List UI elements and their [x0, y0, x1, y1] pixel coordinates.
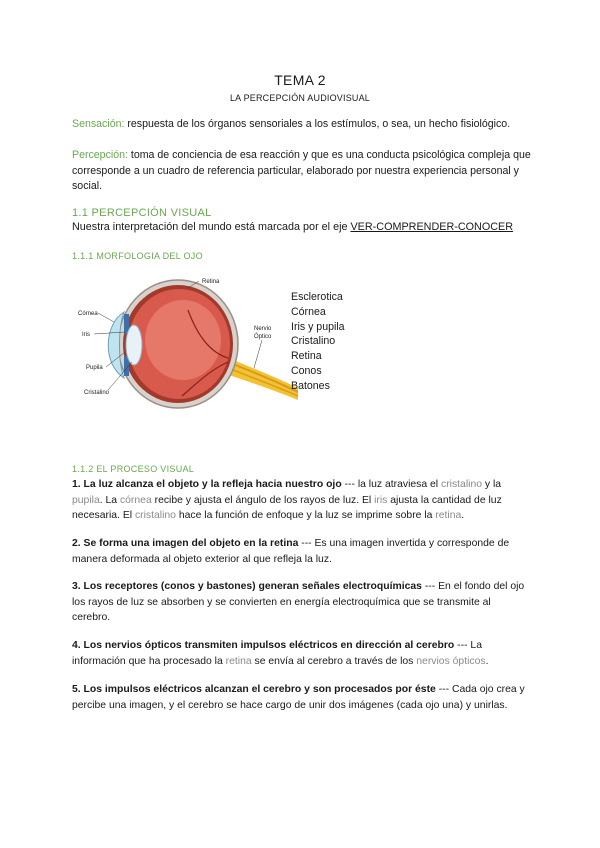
eye-part-item: Córnea — [291, 305, 326, 318]
highlighted-term: retina — [435, 510, 462, 522]
label-leader — [98, 313, 114, 322]
eye-part-item: Batones — [291, 379, 330, 392]
morphology-heading: 1.1.1 MORFOLOGIA DEL OJO — [72, 251, 203, 261]
process-step-title: 5. Los impulsos eléctricos alcanzan el cerebro y son procesados por éste — [72, 684, 436, 695]
process-step — [72, 477, 528, 524]
process-step-text: se envía al cerebro a través de los — [251, 655, 417, 667]
process-step-text: y la — [482, 479, 502, 490]
process-step-text: --- Es una imagen invertida y corresponde de manera deformada al objeto exterior al que refleja la luz. — [72, 538, 510, 565]
optic-nerve-shape — [226, 358, 298, 400]
section-heading: 1.1 PERCEPCIÓN VISUAL — [72, 207, 212, 219]
highlighted-term: iris — [374, 494, 388, 506]
definition-text: respuesta de los órganos sensoriales a los estímulos, o sea, un hecho fisiológico. — [124, 118, 511, 130]
process-step-text: --- En el fondo del ojo los rayos de luz se absorben y se convierten en energía electroquímica que se transmite al cerebro. — [72, 581, 525, 624]
process-step — [72, 536, 528, 567]
process-step — [72, 638, 528, 669]
highlighted-term: cristalino — [134, 510, 176, 522]
highlighted-term: cristalino — [441, 479, 482, 490]
eye-diagram — [78, 272, 298, 417]
eye-parts-list — [291, 290, 345, 394]
process-step-text: . — [461, 510, 465, 522]
process-step-title: 4. Los nervios ópticos transmiten impulsos eléctricos en dirección al cerebro — [72, 640, 455, 651]
definition-text: toma de conciencia de esa reacción y que es una conducta psicológica compleja que corresponde a un cuadro de referencia particular, elaborado por nuestra experiencia personal y social. — [72, 149, 531, 192]
intro-text: Nuestra interpretación del mundo está marcada por el eje — [72, 221, 351, 233]
page-title: TEMA 2 — [274, 72, 326, 88]
diagram-label-optico: Óptico — [254, 334, 272, 340]
intro-axis: VER-COMPRENDER-CONOCER — [350, 221, 514, 233]
eye-part-item: Cristalino — [291, 335, 336, 348]
process-step-text: . — [485, 655, 489, 667]
eye-part-item: Iris y pupila — [291, 320, 345, 333]
process-heading: 1.1.2 EL PROCESO VISUAL — [72, 464, 195, 474]
page-subtitle: LA PERCEPCIÓN AUDIOVISUAL — [229, 93, 371, 103]
process-step-title: 3. Los receptores (conos y bastones) generan señales electroquímicas — [72, 581, 422, 592]
definition-term: Percepción: — [72, 149, 128, 161]
diagram-label-nervio: Nervio — [254, 326, 272, 332]
process-step-text: . La — [99, 494, 120, 506]
process-step-text: --- la luz atraviesa el — [341, 479, 441, 490]
section-intro — [72, 221, 513, 233]
process-step-text: --- La información que ha procesado la — [72, 640, 482, 667]
process-step-title: 1. La luz alcanza el objeto y la refleja hacia nuestro ojo — [72, 479, 342, 490]
diagram-label-retina: Retina — [202, 279, 220, 285]
label-leader — [254, 340, 262, 368]
lens-shape — [126, 325, 142, 365]
highlighted-term: retina — [225, 655, 252, 667]
diagram-label-iris: Iris — [82, 332, 90, 338]
definition-sensacion — [72, 117, 532, 133]
process-step — [72, 682, 528, 713]
diagram-label-cristalino: Cristalino — [84, 390, 110, 396]
diagram-label-pupila: Pupila — [86, 365, 103, 371]
vitreous-shape — [145, 300, 221, 380]
highlighted-term: córnea — [119, 494, 152, 506]
highlighted-term: pupila — [72, 494, 100, 506]
process-step-text: --- Cada ojo crea y percibe una imagen, y el cerebro se hace cargo de unir dos imágenes (cada ojo una) y unirlas. — [72, 684, 525, 711]
definition-term: Sensación: — [72, 118, 125, 130]
diagram-label-cornea: Córnea — [78, 311, 98, 317]
definition-percepcion — [72, 148, 532, 195]
process-step — [72, 579, 528, 626]
eye-part-item: Esclerotica — [291, 291, 343, 303]
process-step-text: hace la función de enfoque y la luz se imprime sobre la — [175, 510, 436, 522]
eye-part-item: Retina — [291, 350, 322, 363]
optic-nerve-line — [228, 368, 298, 396]
process-step-text: recibe y ajusta el ángulo de los rayos de luz. El — [151, 494, 375, 506]
eye-part-item: Conos — [291, 364, 322, 377]
process-step-text: ajusta la cantidad de luz necesaria. El — [72, 494, 502, 522]
process-step-title: 2. Se forma una imagen del objeto en la retina — [72, 538, 299, 549]
highlighted-term: nervios ópticos — [416, 655, 486, 667]
